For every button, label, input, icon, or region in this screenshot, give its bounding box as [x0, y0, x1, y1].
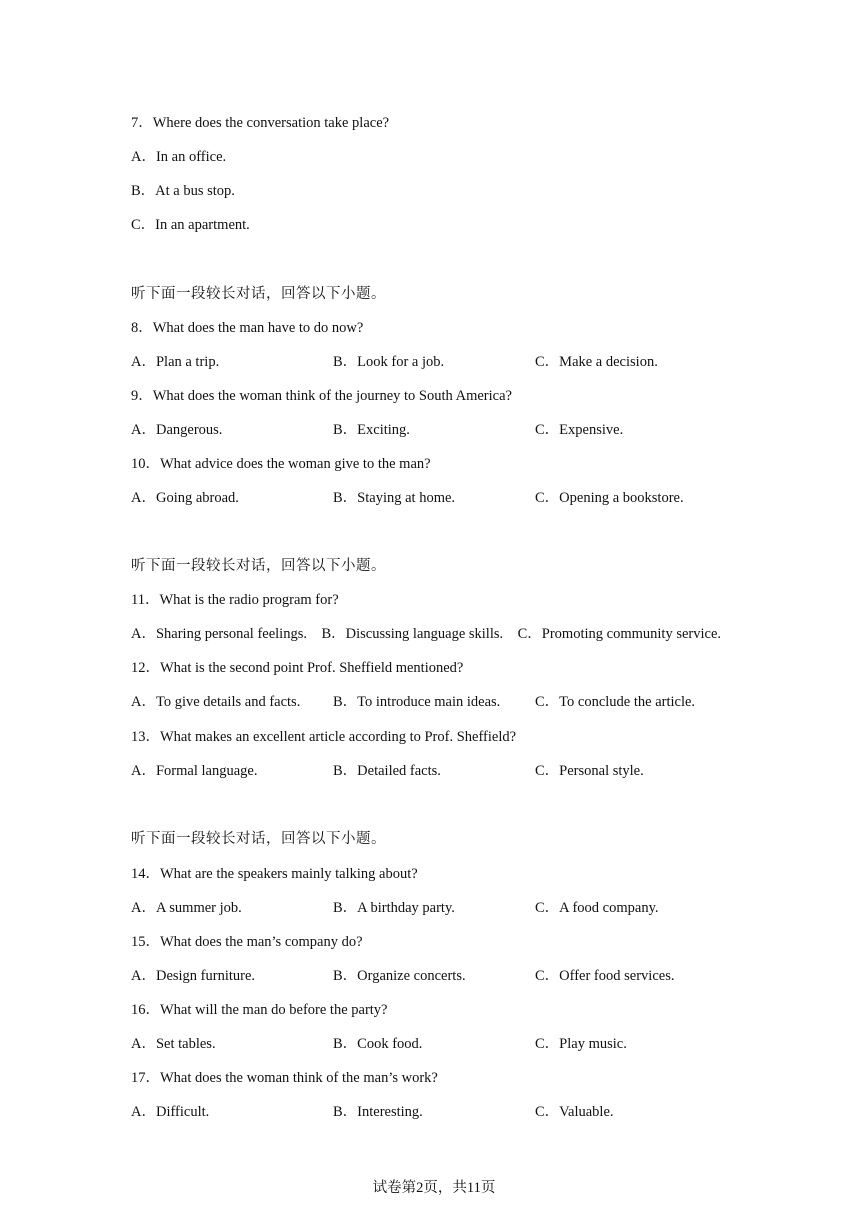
question-10-stem: 10．What advice does the woman give to the man? [131, 456, 431, 472]
question-9-option-c: C．Expensive. [535, 422, 624, 438]
question-17-option-b: B．Interesting. [333, 1104, 423, 1120]
question-8-option-b: B．Look for a job. [333, 354, 445, 370]
question-8-stem: 8．What does the man have to do now? [131, 320, 364, 336]
question-17-option-c: C．Valuable. [535, 1104, 614, 1120]
question-12-option-a: A．To give details and facts. [131, 694, 301, 710]
question-13-stem: 13．What makes an excellent article according to Prof. Sheffield? [131, 729, 517, 745]
question-13-option-a: A．Formal language. [131, 763, 258, 779]
section-instruction-3: 听下面一段较长对话，回答以下小题。 [131, 831, 386, 847]
question-11-stem: 11．What is the radio program for? [131, 592, 339, 608]
question-10-options [131, 488, 828, 508]
question-9-option-b: B．Exciting. [333, 422, 410, 438]
question-17-option-a: A．Difficult. [131, 1104, 210, 1120]
question-17-options [131, 1102, 828, 1122]
question-15-option-a: A．Design furniture. [131, 968, 256, 984]
question-7-option-a: A．In an office. [131, 149, 227, 165]
question-7-stem: 7．Where does the conversation take place? [131, 115, 390, 131]
question-10-option-b: B．Staying at home. [333, 490, 456, 506]
page-footer: 试卷第2页，共11页 [372, 1180, 496, 1196]
question-14-options [131, 898, 828, 918]
question-13-options [131, 761, 828, 781]
question-16-option-c: C．Play music. [535, 1036, 627, 1052]
question-16-stem: 16．What will the man do before the party? [131, 1002, 388, 1018]
section-instruction-1: 听下面一段较长对话，回答以下小题。 [131, 286, 386, 302]
question-16-option-b: B．Cook food. [333, 1036, 423, 1052]
question-12-option-b: B．To introduce main ideas. [333, 694, 501, 710]
question-11-options: A．Sharing personal feelings. B．Discussing language skills. C．Promoting community service. [131, 626, 722, 642]
question-9-stem: 9．What does the woman think of the journey to South America? [131, 388, 512, 404]
question-14-option-a: A．A summer job. [131, 900, 242, 916]
question-7-option-c: C．In an apartment. [131, 217, 250, 233]
question-14-option-b: B．A birthday party. [333, 900, 455, 916]
question-8-options [131, 352, 828, 372]
question-12-option-c: C．To conclude the article. [535, 694, 696, 710]
question-13-option-b: B．Detailed facts. [333, 763, 441, 779]
question-10-option-c: C．Opening a bookstore. [535, 490, 684, 506]
section-instruction-2: 听下面一段较长对话，回答以下小题。 [131, 558, 386, 574]
question-13-option-c: C．Personal style. [535, 763, 644, 779]
question-17-stem: 17．What does the woman think of the man’s work? [131, 1070, 438, 1086]
question-8-option-c: C．Make a decision. [535, 354, 658, 370]
question-16-options [131, 1034, 828, 1054]
question-15-option-b: B．Organize concerts. [333, 968, 466, 984]
question-12-options [131, 692, 828, 712]
question-14-option-c: C．A food company. [535, 900, 659, 916]
question-15-options [131, 966, 828, 986]
question-7-option-b: B．At a bus stop. [131, 183, 235, 199]
question-10-option-a: A．Going abroad. [131, 490, 239, 506]
question-15-option-c: C．Offer food services. [535, 968, 675, 984]
question-9-options [131, 420, 828, 440]
question-9-option-a: A．Dangerous. [131, 422, 223, 438]
question-12-stem: 12．What is the second point Prof. Sheffield mentioned? [131, 660, 464, 676]
question-14-stem: 14．What are the speakers mainly talking about? [131, 866, 418, 882]
question-15-stem: 15．What does the man’s company do? [131, 934, 363, 950]
question-16-option-a: A．Set tables. [131, 1036, 216, 1052]
question-8-option-a: A．Plan a trip. [131, 354, 220, 370]
